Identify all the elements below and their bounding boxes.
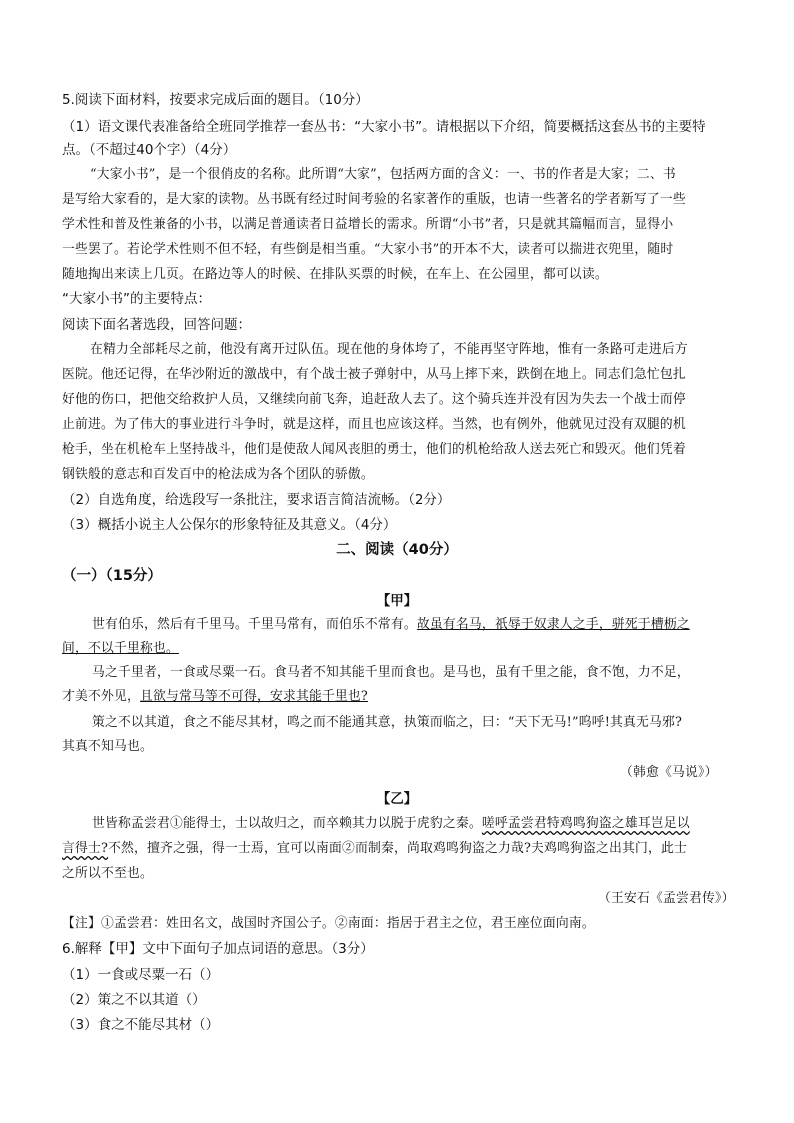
q6-item-1: （1）一食或尽粟一石（）	[62, 967, 220, 983]
jia-underlined-1: 故虽有名马，祇辱于奴隶人之手，骈死于槽枥之	[416, 617, 690, 632]
excerpt-line-6: 钢铁般的意志和百发百中的枪法成为各个团队的骄傲。	[62, 467, 374, 482]
q5-title: 5.阅读下面材料，按要求完成后面的题目。（10分）	[62, 92, 369, 108]
jia-line-1-text: 世有伯乐，然后有千里马。千里马常有，而伯乐不常有。	[92, 617, 417, 632]
jia-line-4-text: 才美不外见，	[62, 689, 140, 704]
excerpt-line-2: 医院。他还记得，在华沙附近的激战中，有个战士被子弹射中，从马上摔下来，跌倒在地上。同志们急忙包扎	[62, 367, 686, 382]
material-line-4: 一些罢了。若论学术性则不但不轻，有些倒是相当重。“大家小书”的开本不大，读者可以揣进衣兜里，随时	[62, 242, 674, 257]
jia-underlined-2: 且欲与常马等不可得，安求其能千里也?	[139, 689, 368, 704]
yi-wavy-2: 言得士?	[62, 841, 109, 856]
jia-line-1	[92, 616, 690, 634]
excerpt-line-3: 好他的伤口，把他交给救护人员，又继续向前飞奔，追赶敌人去了。这个骑兵连并没有因为失去一个战士而停	[62, 392, 686, 407]
material-line-2: 是写给大家看的，是大家的读物。丛书既有经过时间考验的名家著作的重版，也请一些著名的学者新写了一些	[62, 192, 686, 207]
text-jia-label: 【甲】	[376, 593, 418, 609]
read-label: 阅读下面名著选段，回答问题：	[62, 317, 251, 333]
jia-line-2: 间，不以千里称也。	[62, 641, 179, 656]
material-line-5: 随地掏出来读上几页。在路边等人的时候、在排队买票的时候，在车上、在公园里，都可以读。	[62, 267, 608, 282]
jia-line-6: 其真不知马也。	[62, 739, 153, 754]
yi-line-1	[92, 815, 690, 833]
excerpt-line-5: 枪手，坐在机枪车上坚持战斗，他们是使敌人闻风丧胆的勇士，他们的机枪给敌人送去死亡和毁灭。他们凭着	[62, 442, 686, 457]
excerpt-line-1: 在精力全部耗尽之前，他没有离开过队伍。现在他的身体垮了，不能再坚守阵地，惟有一条路可走进后方	[90, 342, 688, 357]
q5-sub2: （2）自选角度，给选段写一条批注，要求语言简洁流畅。（2分）	[62, 492, 451, 508]
q6-title: 6.解释【甲】文中下面句子加点词语的意思。（3分）	[62, 941, 374, 957]
section-heading: 二、阅读（40分）	[336, 542, 458, 558]
answer-label: “大家小书”的主要特点：	[62, 291, 211, 307]
yi-line-3: 之所以不至也。	[62, 866, 153, 881]
yi-line-2-text: 不然，擅齐之强，得一士焉，宜可以南面②而制秦，尚取鸡鸣狗盗之力哉?夫鸡鸣狗盗之出其门，此士	[108, 841, 687, 856]
yi-wavy-1: 嗟呼孟尝君特鸡鸣狗盗之雄耳岂足以	[481, 816, 690, 831]
q6-item-2: （2）策之不以其道（）	[62, 992, 206, 1008]
jia-source: （韩愈《马说》）	[620, 765, 718, 780]
note: 【注】①孟尝君：姓田名文，战国时齐国公子。②南面：指居于君主之位，君王座位面向南。	[62, 916, 595, 931]
excerpt-line-4: 止前进。为了伟大的事业进行斗争时，就是这样，而且也应该这样。当然，也有例外，他就见过没有双腿的机	[62, 417, 686, 432]
q5-part1-line2: 点。（不超过40个字）（4分）	[62, 142, 237, 158]
text-yi-label: 【乙】	[376, 791, 418, 807]
jia-line-4	[62, 688, 368, 706]
jia-line-5: 策之不以其道，食之不能尽其材，鸣之而不能通其意，执策而临之，曰：“天下无马!”呜呼!其真无马邪?	[92, 715, 683, 730]
jia-line-3: 马之千里者，一食或尽粟一石。食马者不知其能千里而食也。是马也，虽有千里之能，食不饱，力不足，	[92, 665, 690, 680]
q5-part1-line1: （1）语文课代表准备给全班同学推荐一套丛书：“大家小书”。请根据以下介绍，简要概括这套丛书的主要特	[62, 119, 706, 135]
yi-line-2	[62, 840, 687, 858]
yi-source: （王安石《孟尝君传》）	[598, 891, 735, 906]
material-line-3: 学术性和普及性兼备的小书，以满足普通读者日益增长的需求。所谓“小书”者，只是就其篇幅而言，显得小	[62, 217, 674, 232]
material-line-1: “大家小书”，是一个很俏皮的名称。此所谓“大家”，包括两方面的含义：一、书的作者是大家；二、书	[90, 167, 676, 182]
yi-line-1-text: 世皆称孟尝君①能得士，士以故归之，而卒赖其力以脱于虎豹之秦。	[92, 816, 482, 831]
q6-item-3: （3）食之不能尽其材（）	[62, 1017, 220, 1033]
part-heading: （一）（15分）	[62, 568, 162, 584]
q5-sub3: （3）概括小说主人公保尔的形象特征及其意义。（4分）	[62, 517, 397, 533]
